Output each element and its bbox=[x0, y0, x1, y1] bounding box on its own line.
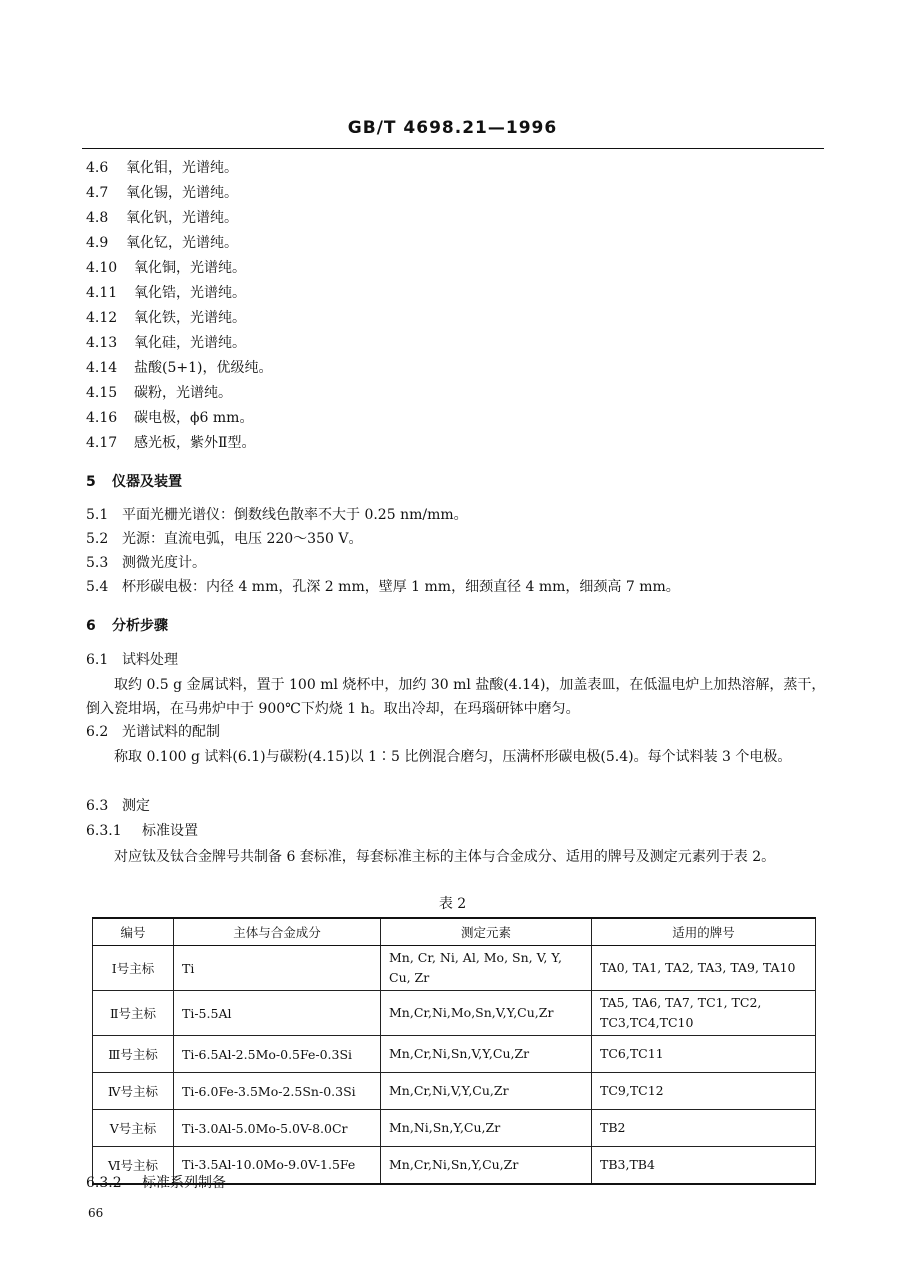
elements-cell: Mn, Cr, Ni, Al, Mo, Sn, V, Y, Cu, Zr bbox=[381, 946, 592, 991]
composition-cell: Ti-3.5Al-10.0Mo-9.0V-1.5Fe bbox=[174, 1147, 381, 1184]
standard-id-cell: Ⅴ号主标 bbox=[93, 1110, 174, 1147]
subsection-heading: 6.3.1 标准设置 bbox=[86, 823, 198, 839]
reagent-item: 4.6 氧化钼，光谱纯。 bbox=[86, 160, 238, 176]
instrument-item: 5.1 平面光栅光谱仪：倒数线色散率不大于 0.25 nm/mm。 bbox=[86, 507, 468, 523]
standard-id-cell: Ⅰ号主标 bbox=[93, 946, 174, 991]
composition-cell: Ti-5.5Al bbox=[174, 991, 381, 1036]
column-header: 适用的牌号 bbox=[592, 918, 816, 946]
reagent-item: 4.14 盐酸(5+1)，优级纯。 bbox=[86, 360, 273, 376]
instrument-item: 5.3 测微光度计。 bbox=[86, 555, 206, 571]
composition-cell: Ti-3.0Al-5.0Mo-5.0V-8.0Cr bbox=[174, 1110, 381, 1147]
elements-cell: Mn,Ni,Sn,Y,Cu,Zr bbox=[381, 1110, 592, 1147]
table-header-row bbox=[93, 918, 816, 946]
composition-cell: Ti-6.0Fe-3.5Mo-2.5Sn-0.3Si bbox=[174, 1073, 381, 1110]
grades-cell: TC6,TC11 bbox=[592, 1036, 816, 1073]
instrument-item: 5.4 杯形碳电极：内径 4 mm，孔深 2 mm，壁厚 1 mm，细颈直径 4 mm，细颈高 7 mm。 bbox=[86, 579, 680, 595]
reagent-item: 4.9 氧化钇，光谱纯。 bbox=[86, 235, 238, 251]
table-row bbox=[93, 1073, 816, 1110]
reagent-item: 4.7 氧化锡，光谱纯。 bbox=[86, 185, 238, 201]
composition-cell: Ti-6.5Al-2.5Mo-0.5Fe-0.3Si bbox=[174, 1036, 381, 1073]
section-heading: 6 分析步骤 bbox=[86, 618, 168, 634]
elements-cell: Mn,Cr,Ni,Sn,Y,Cu,Zr bbox=[381, 1147, 592, 1184]
paragraph: 取约 0.5 g 金属试料，置于 100 ml 烧杯中，加约 30 ml 盐酸(4.14)，加盖表皿，在低温电炉上加热溶解，蒸干，倒入瓷坩埚，在马弗炉中于 900℃下灼烧 1 h。取出冷却，在玛瑙研钵中磨匀。 bbox=[86, 677, 826, 717]
reagent-item: 4.10 氧化铜，光谱纯。 bbox=[86, 260, 246, 276]
header-rule bbox=[82, 148, 824, 149]
standard-code-header: GB/T 4698.21—1996 bbox=[347, 118, 558, 138]
standard-id-cell: Ⅱ号主标 bbox=[93, 991, 174, 1036]
grades-cell: TB3,TB4 bbox=[592, 1147, 816, 1184]
reagent-item: 4.17 感光板，紫外Ⅱ型。 bbox=[86, 435, 256, 451]
composition-cell: Ti bbox=[174, 946, 381, 991]
elements-cell: Mn,Cr,Ni,Sn,V,Y,Cu,Zr bbox=[381, 1036, 592, 1073]
grades-cell: TA5, TA6, TA7, TC1, TC2, TC3,TC4,TC10 bbox=[592, 991, 816, 1036]
reagent-item: 4.16 碳电极，ϕ6 mm。 bbox=[86, 410, 254, 426]
table-row bbox=[93, 946, 816, 991]
table-row bbox=[93, 991, 816, 1036]
reagent-item: 4.15 碳粉，光谱纯。 bbox=[86, 385, 232, 401]
grades-cell: TA0, TA1, TA2, TA3, TA9, TA10 bbox=[592, 946, 816, 991]
grades-cell: TC9,TC12 bbox=[592, 1073, 816, 1110]
table-caption: 表 2 bbox=[438, 896, 467, 912]
reagent-item: 4.11 氧化锆，光谱纯。 bbox=[86, 285, 246, 301]
instrument-item: 5.2 光源：直流电弧，电压 220～350 V。 bbox=[86, 531, 363, 547]
reagent-item: 4.8 氧化钒，光谱纯。 bbox=[86, 210, 238, 226]
subsection-heading: 6.3.2 标准系列制备 bbox=[86, 1175, 226, 1191]
grades-cell: TB2 bbox=[592, 1110, 816, 1147]
reagent-item: 4.12 氧化铁，光谱纯。 bbox=[86, 310, 246, 326]
column-header: 主体与合金成分 bbox=[174, 918, 381, 946]
column-header: 测定元素 bbox=[381, 918, 592, 946]
table-row bbox=[93, 1036, 816, 1073]
reagent-item: 4.13 氧化硅，光谱纯。 bbox=[86, 335, 246, 351]
paragraph: 对应钛及钛合金牌号共制备 6 套标准，每套标准主标的主体与合金成分、适用的牌号及测定元素列于表 2。 bbox=[114, 849, 776, 865]
subsection-heading: 6.1 试料处理 bbox=[86, 652, 178, 668]
table-row bbox=[93, 1110, 816, 1147]
standard-id-cell: Ⅵ号主标 bbox=[93, 1147, 174, 1184]
elements-cell: Mn,Cr,Ni,Mo,Sn,V,Y,Cu,Zr bbox=[381, 991, 592, 1036]
paragraph: 称取 0.100 g 试料(6.1)与碳粉(4.15)以 1∶5 比例混合磨匀，压满杯形碳电极(5.4)。每个试料装 3 个电极。 bbox=[114, 749, 792, 765]
standard-id-cell: Ⅳ号主标 bbox=[93, 1073, 174, 1110]
elements-cell: Mn,Cr,Ni,V,Y,Cu,Zr bbox=[381, 1073, 592, 1110]
column-header: 编号 bbox=[93, 918, 174, 946]
standard-id-cell: Ⅲ号主标 bbox=[93, 1036, 174, 1073]
standards-table bbox=[92, 917, 816, 1185]
subsection-heading: 6.2 光谱试料的配制 bbox=[86, 724, 220, 740]
page-number: 66 bbox=[88, 1206, 104, 1220]
subsection-heading: 6.3 测定 bbox=[86, 798, 150, 814]
section-heading: 5 仪器及装置 bbox=[86, 474, 182, 490]
